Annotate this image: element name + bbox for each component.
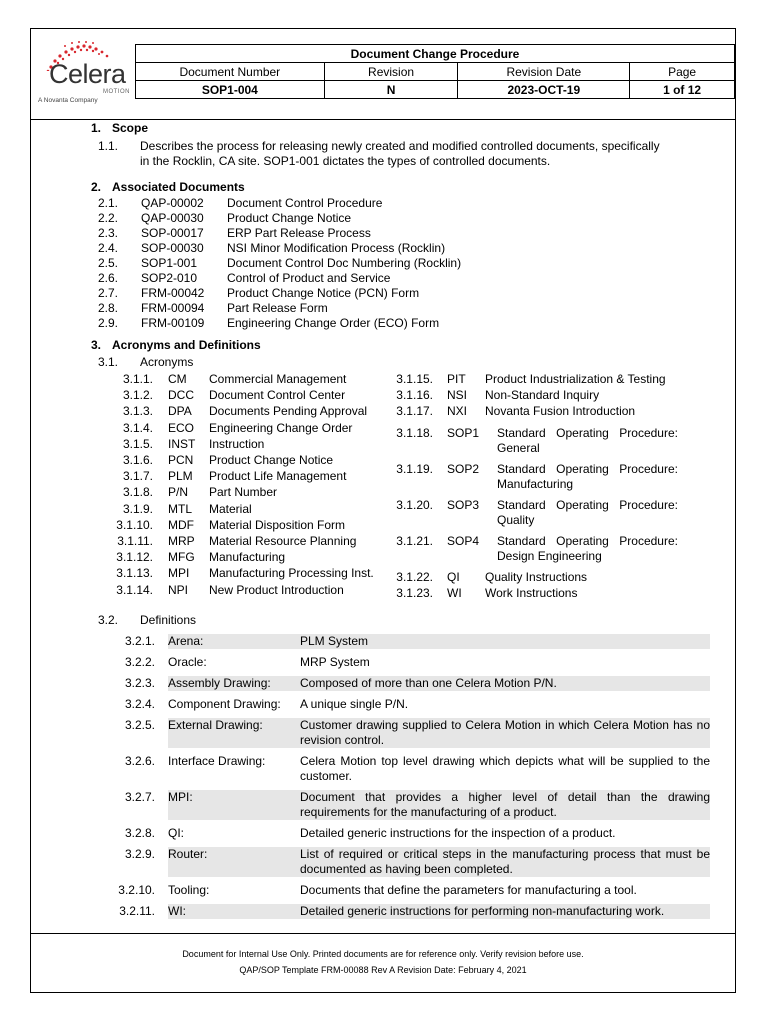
acronym-num: 3.1.3. [122,404,153,419]
assoc-item-num: 2.3. [98,226,119,240]
acronym-num: 3.1.15. [396,372,433,386]
col-page: Page [630,63,735,81]
assoc-item-title: Document Control Doc Numbering (Rocklin) [227,256,462,270]
doc-number-value: SOP1-004 [136,81,325,99]
acronym-abbr: PLM [168,469,193,484]
acronym-text: Product Change Notice [209,453,334,467]
definition-desc: Detailed generic instructions for performing non-manufacturing work. [300,904,665,918]
acronym-abbr: DCC [168,388,194,403]
assoc-item-title: Document Control Procedure [227,196,383,210]
acronym-text: Document Control Center [209,388,346,403]
document-header [31,29,735,120]
assoc-item-code: QAP-00002 [141,196,204,210]
acronym-text-line2: Manufacturing [497,477,574,491]
assoc-item-num: 2.5. [98,256,119,270]
assoc-item-num: 2.7. [98,286,119,300]
acronyms-heading: Acronyms and Definitions [112,338,261,352]
assoc-item-title: Control of Product and Service [227,271,391,285]
assoc-item-title: Engineering Change Order (ECO) Form [227,316,440,330]
acronym-num: 3.1.1. [122,372,153,386]
acronym-text: Product Industrialization & Testing [485,372,666,386]
definition-row [111,826,710,841]
acronym-num: 3.1.20. [396,498,433,512]
definition-row [111,655,710,670]
scope-item-num: 1.1. [98,139,119,153]
definition-row [111,847,710,877]
definition-term: MPI: [168,790,193,804]
acronym-text: Engineering Change Order [209,420,353,435]
acronym-abbr: MRP [168,534,195,548]
acronym-abbr: PIT [447,372,466,386]
acronym-num: 3.1.13. [116,566,153,581]
acronym-text-line2: Design Engineering [497,549,602,563]
col-revision: Revision [324,63,458,81]
assoc-item-num: 2.8. [98,301,119,315]
definition-num: 3.2.6. [124,754,155,768]
acronym-num: 3.1.21. [396,534,433,548]
acronym-num: 3.1.6. [122,453,153,467]
document-page [30,28,736,993]
assoc-item-num: 2.9. [98,316,119,330]
definition-row [111,676,710,691]
acronym-text: Standard Operating Procedure: [497,498,678,512]
acronym-abbr: NPI [168,582,189,597]
definition-num: 3.2.1. [124,634,155,648]
definition-num: 3.2.3. [124,676,155,690]
acronym-abbr: MTL [168,501,192,516]
acronym-abbr: WI [447,586,462,600]
assoc-heading-num: 2. [91,180,102,194]
col-doc-number: Document Number [136,63,325,81]
acronym-num: 3.1.10. [116,517,153,532]
acronym-text: Material [209,501,252,516]
acronym-text: Instruction [209,436,265,451]
acronym-num: 3.1.7. [122,469,153,484]
footer-disclaimer: Document for Internal Use Only. Printed documents are for reference only. Verify revision before use. [182,949,584,959]
acronym-abbr: SOP2 [447,462,480,476]
assoc-item-title: NSI Minor Modification Process (Rocklin) [227,241,446,255]
scope-line-1: Describes the process for releasing newly created and modified controlled documents, specifically [140,139,660,153]
acronym-abbr: SOP4 [447,534,480,548]
document-footer [31,933,735,994]
definition-term: Assembly Drawing: [168,676,271,690]
definition-row [111,697,710,712]
definition-term: QI: [168,826,185,840]
acronym-abbr: PCN [168,453,194,467]
acronym-text: Material Disposition Form [209,517,346,532]
acronym-text: Standard Operating Procedure: [497,462,678,476]
logo-subtitle: MOTION [103,89,130,95]
acronym-abbr: SOP1 [447,426,480,440]
definition-desc: Celera Motion top level drawing which depicts what will be supplied to the customer. [300,754,710,783]
definition-desc: Customer drawing supplied to Celera Motion in which Celera Motion has no revision control. [300,718,710,747]
definition-term: Interface Drawing: [168,754,266,768]
assoc-heading: Associated Documents [112,180,245,194]
assoc-item-code: FRM-00042 [141,286,205,300]
definition-num: 3.2.7. [124,790,155,804]
acronym-num: 3.1.4. [122,420,153,435]
acronym-num: 3.1.19. [396,462,433,476]
acronym-num: 3.1.16. [396,388,433,402]
definition-desc: Documents that define the parameters for manufacturing a tool. [300,883,637,897]
revision-date-value: 2023-OCT-19 [458,81,630,99]
definition-num: 3.2.2. [124,655,155,669]
assoc-item-num: 2.2. [98,211,119,225]
definition-desc: Detailed generic instructions for the inspection of a product. [300,826,616,840]
acronym-abbr: CM [168,372,187,386]
logo-wordmark: Celera [49,59,126,89]
definition-num: 3.2.11. [119,904,155,918]
acronym-num: 3.1.9. [122,501,153,516]
assoc-item-code: FRM-00109 [141,316,205,330]
acronyms-sub-num: 3.1. [98,355,119,369]
acronym-abbr: MFG [168,550,195,565]
acronym-num: 3.1.8. [122,485,153,500]
acronym-text: Manufacturing Processing Inst. [209,566,374,581]
assoc-item-num: 2.4. [98,241,119,255]
acronym-num: 3.1.2. [122,388,153,403]
acronym-abbr: NXI [447,404,468,418]
definition-term: Router: [168,847,208,861]
definition-term: Oracle: [168,655,207,669]
definition-desc: List of required or critical steps in the manufacturing process that must be documented as having been completed. [300,847,710,876]
definition-num: 3.2.10. [118,883,155,897]
definition-desc: PLM System [300,634,369,648]
footer-template-info: QAP/SOP Template FRM-00088 Rev A Revision Date: February 4, 2021 [239,965,527,975]
acronym-num: 3.1.17. [396,404,433,418]
definition-term: External Drawing: [168,718,263,732]
definition-row [111,883,710,898]
acronym-text: Non-Standard Inquiry [485,388,600,402]
acronym-num: 3.1.12. [116,550,153,565]
acronym-num: 3.1.11. [117,534,153,548]
definition-desc: Document that provides a higher level of detail than the drawing requirements for the manufacturing of a product. [300,790,710,819]
assoc-item-code: QAP-00030 [141,211,204,225]
document-info-table [135,44,735,99]
assoc-item-num: 2.6. [98,271,119,285]
acronyms-sub: Acronyms [140,355,194,369]
acronym-abbr: INST [168,436,196,451]
acronym-text: Part Number [209,485,278,500]
scope-heading-num: 1. [91,121,102,135]
scope-line-2: in the Rocklin, CA site. SOP1-001 dictates the types of controlled documents. [140,154,551,168]
definition-num: 3.2.5. [124,718,155,732]
acronym-abbr: MDF [168,517,194,532]
definition-desc: A unique single P/N. [300,697,409,711]
assoc-item-num: 2.1. [98,196,119,210]
acronyms-heading-num: 3. [91,338,102,352]
scope-heading: Scope [112,121,149,135]
definition-term: Tooling: [168,883,210,897]
assoc-item-title: Product Change Notice (PCN) Form [227,286,420,300]
definitions-sub: Definitions [140,613,197,627]
acronym-text: Standard Operating Procedure: [497,426,678,440]
acronym-abbr: MPI [168,566,190,581]
acronym-text-line2: Quality [497,513,535,527]
definition-row [111,634,710,649]
definition-num: 3.2.4. [124,697,155,711]
acronym-text: Quality Instructions [485,570,588,584]
page-value: 1 of 12 [630,81,735,99]
definition-num: 3.2.9. [124,847,155,861]
acronym-abbr: ECO [168,420,195,435]
definition-row [111,904,710,919]
acronym-text: New Product Introduction [209,582,344,597]
definition-num: 3.2.8. [124,826,155,840]
document-title: Document Change Procedure [136,45,735,63]
assoc-item-title: ERP Part Release Process [227,226,371,240]
definition-row [111,754,710,784]
acronym-num: 3.1.14. [116,582,153,597]
definition-row [111,790,710,820]
celera-logo [35,41,133,111]
acronym-abbr: SOP3 [447,498,480,512]
acronym-abbr: QI [447,570,460,584]
acronym-abbr: P/N [168,485,189,500]
acronym-num: 3.1.23. [396,586,433,600]
definition-term: WI: [168,904,186,918]
acronym-text: Manufacturing [209,550,286,565]
acronym-num: 3.1.5. [122,436,153,451]
acronym-text: Novanta Fusion Introduction [485,404,636,418]
assoc-item-code: SOP2-010 [141,271,198,285]
assoc-item-title: Product Change Notice [227,211,352,225]
acronym-text: Standard Operating Procedure: [497,534,678,548]
acronym-text: Commercial Management [209,372,347,386]
acronym-text: Product Life Management [209,469,347,484]
assoc-item-code: FRM-00094 [141,301,205,315]
assoc-item-title: Part Release Form [227,301,328,315]
logo-tagline: A Novanta Company [38,97,98,104]
assoc-item-code: SOP-00030 [141,241,204,255]
definition-term: Arena: [168,634,204,648]
definition-term: Component Drawing: [168,697,281,711]
col-revision-date: Revision Date [458,63,630,81]
definition-desc: Composed of more than one Celera Motion P/N. [300,676,557,690]
assoc-item-code: SOP-00017 [141,226,204,240]
definitions-sub-num: 3.2. [98,613,119,627]
revision-value: N [324,81,458,99]
acronym-text: Material Resource Planning [209,534,357,548]
assoc-item-code: SOP1-001 [141,256,198,270]
definition-row [111,718,710,748]
acronym-abbr: NSI [447,388,468,402]
definition-desc: MRP System [300,655,370,669]
acronym-num: 3.1.18. [396,426,433,440]
acronym-text: Work Instructions [485,586,578,600]
acronym-num: 3.1.22. [396,570,433,584]
acronym-text: Documents Pending Approval [209,404,368,419]
acronym-abbr: DPA [168,404,192,419]
acronym-text-line2: General [497,441,540,455]
